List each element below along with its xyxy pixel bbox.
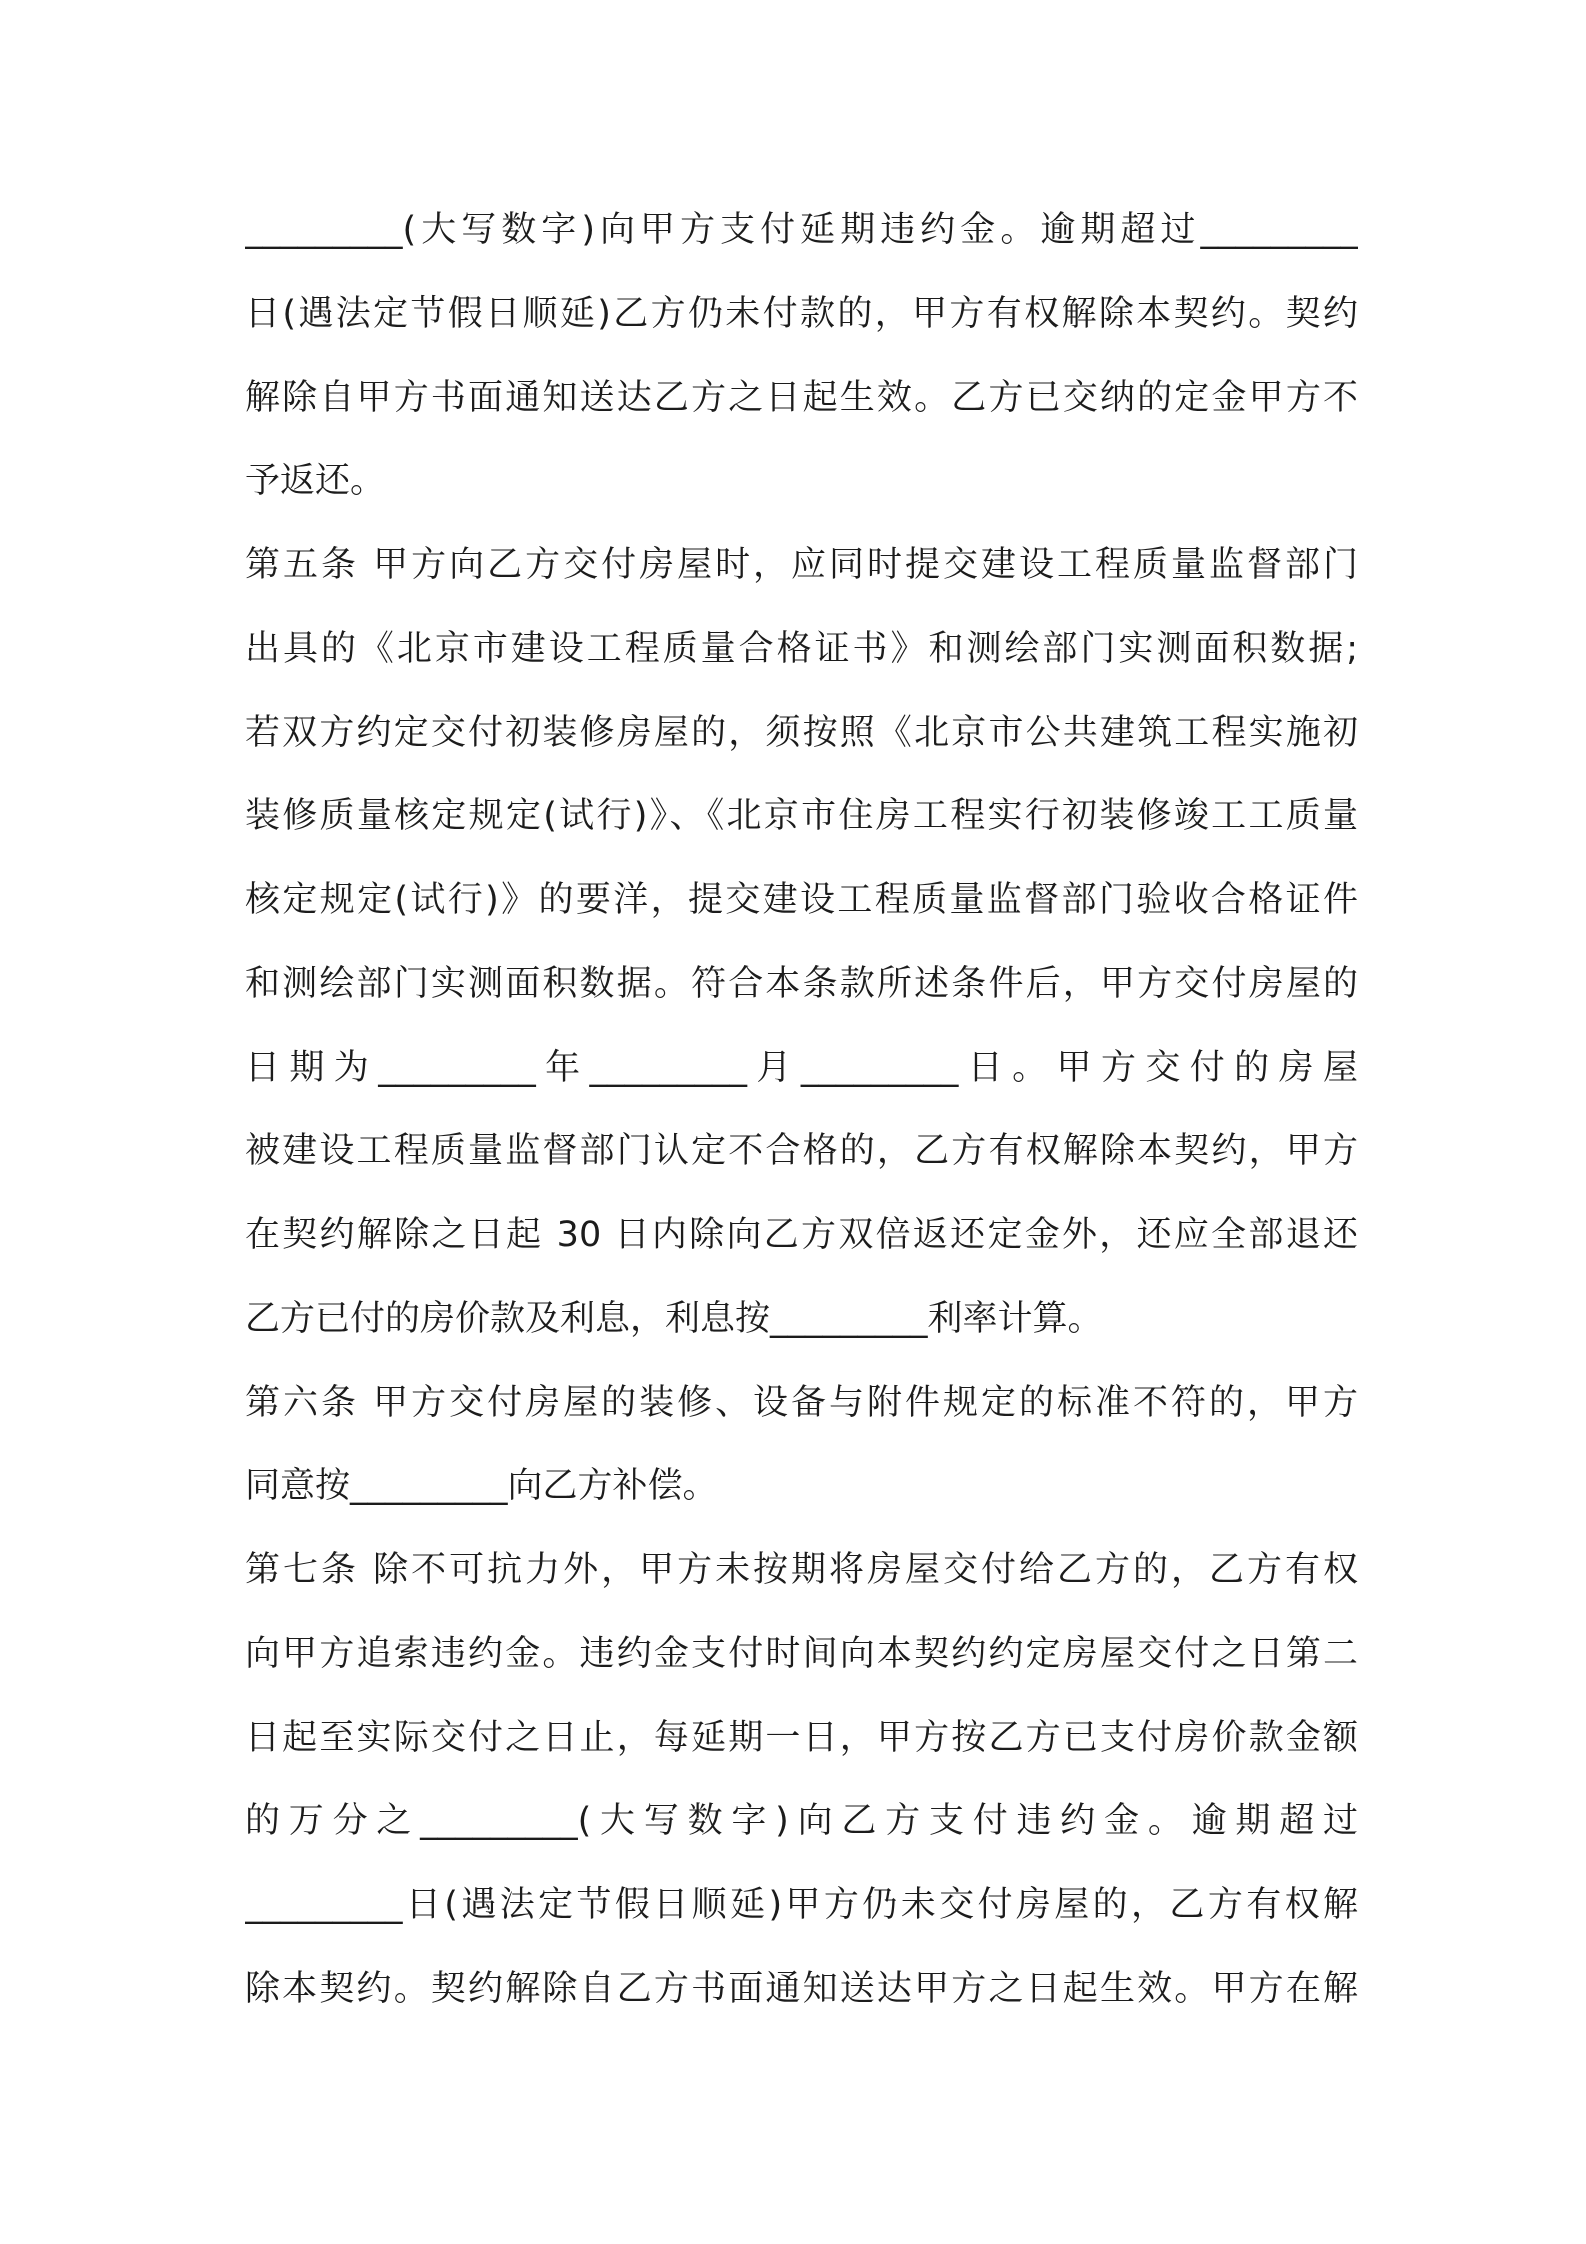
text-line: 若双方约定交付初装修房屋的，须按照《北京市公共建筑工程实施初 bbox=[245, 712, 1358, 753]
clause-5 bbox=[245, 524, 1358, 1362]
text-line: 日(遇法定节假日顺延)乙方仍未付款的，甲方有权解除本契约。契约 bbox=[245, 293, 1358, 334]
text-line: 和测绘部门实测面积数据。符合本条款所述条件后，甲方交付房屋的 bbox=[245, 963, 1358, 1004]
text-line: 向甲方追索违约金。违约金支付时间向本契约约定房屋交付之日第二 bbox=[245, 1633, 1358, 1674]
text-line: 的万分之_________(大写数字)向乙方支付违约金。逾期超过 bbox=[245, 1801, 1358, 1842]
text-line: 在契约解除之日起 30 日内除向乙方双倍返还定金外，还应全部退还 bbox=[245, 1215, 1358, 1255]
text-line: 日期为_________年_________月_________日。甲方交付的房屋 bbox=[245, 1047, 1358, 1088]
text-line: _________日(遇法定节假日顺延)甲方仍未交付房屋的，乙方有权解 bbox=[245, 1885, 1358, 1925]
text-line: 第七条 除不可抗力外，甲方未按期将房屋交付给乙方的，乙方有权 bbox=[245, 1550, 1358, 1590]
text-line: 予返还。 bbox=[245, 461, 386, 502]
text-line: 被建设工程质量监督部门认定不合格的，乙方有权解除本契约，甲方 bbox=[245, 1131, 1358, 1172]
text-line: _________(大写数字)向甲方支付延期违约金。逾期超过_________ bbox=[245, 210, 1358, 250]
paragraph-continued bbox=[245, 189, 1358, 524]
text-line: 装修质量核定规定(试行)》、《北京市住房工程实行初装修竣工工质量 bbox=[245, 796, 1358, 837]
text-line: 第五条 甲方向乙方交付房屋时，应同时提交建设工程质量监督部门 bbox=[245, 545, 1358, 585]
text-line: 除本契约。契约解除自乙方书面通知送达甲方之日起生效。甲方在解 bbox=[245, 1968, 1358, 2009]
text-line: 出具的《北京市建设工程质量合格证书》和测绘部门实测面积数据; bbox=[245, 628, 1358, 669]
text-line: 同意按_________向乙方补偿。 bbox=[245, 1466, 718, 1507]
contract-body bbox=[245, 189, 1358, 2032]
clause-6 bbox=[245, 1362, 1358, 1530]
text-line: 乙方已付的房价款及利息，利息按_________利率计算。 bbox=[245, 1298, 1103, 1339]
clause-7 bbox=[245, 1529, 1358, 2032]
text-line: 核定规定(试行)》的要洋，提交建设工程质量监督部门验收合格证件 bbox=[245, 880, 1358, 920]
text-line: 日起至实际交付之日止，每延期一日，甲方按乙方已支付房价款金额 bbox=[245, 1717, 1358, 1758]
text-line: 第六条 甲方交付房屋的装修、设备与附件规定的标准不符的，甲方 bbox=[245, 1382, 1358, 1423]
text-line: 解除自甲方书面通知送达乙方之日起生效。乙方已交纳的定金甲方不 bbox=[245, 377, 1358, 418]
